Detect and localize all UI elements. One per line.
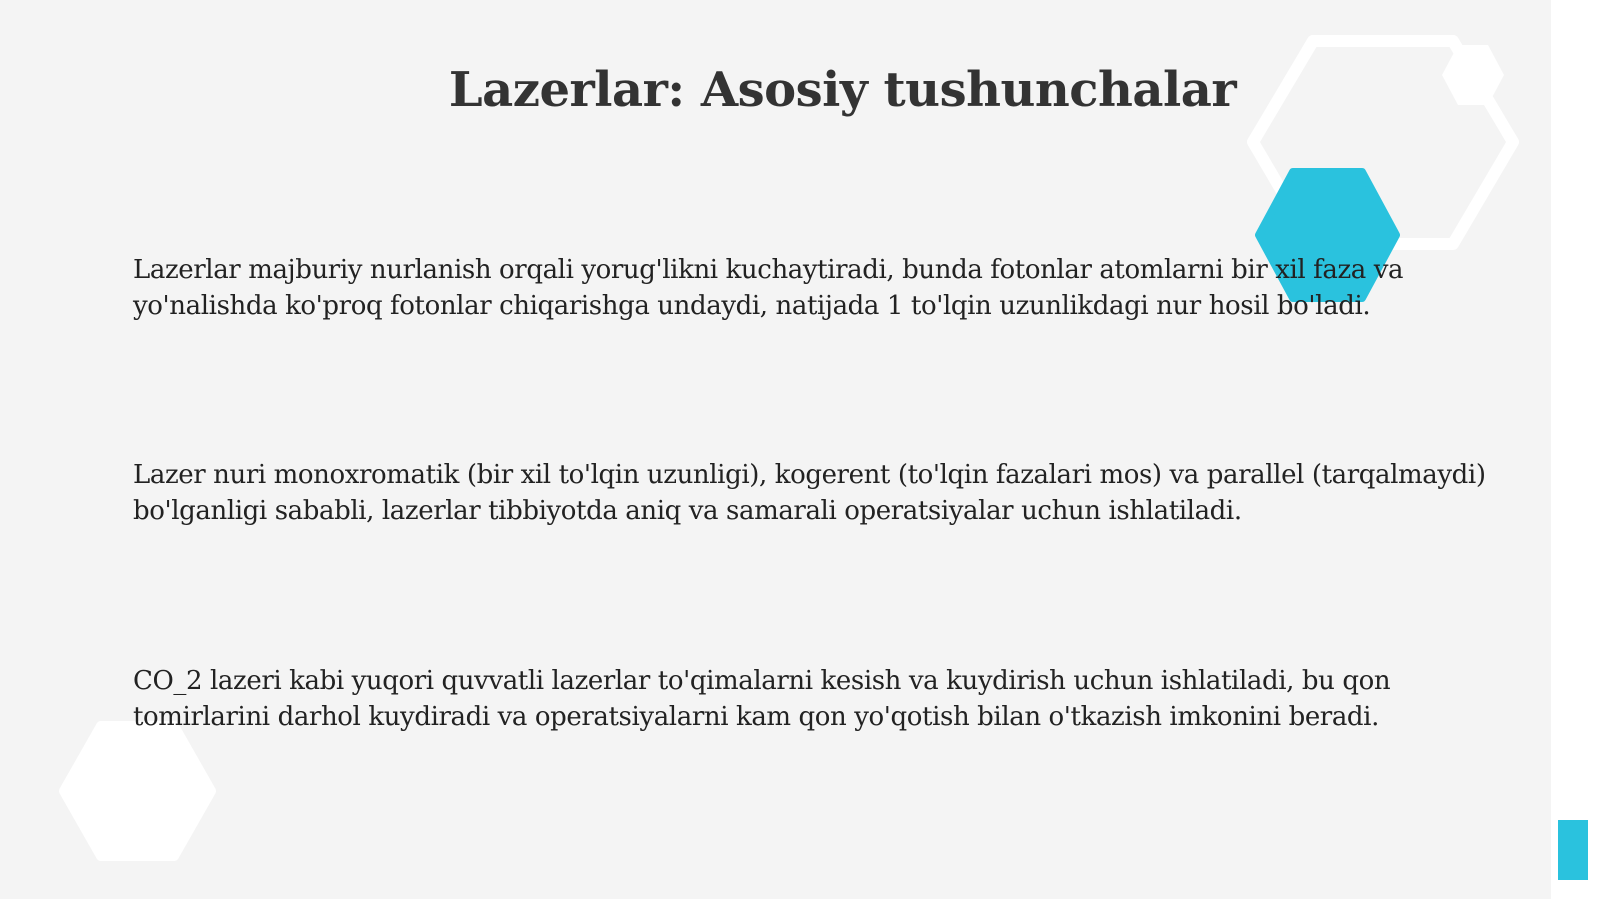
scroll-indicator[interactable] xyxy=(1558,820,1588,880)
hexagon-white-icon xyxy=(1442,45,1504,105)
slide-paragraph-2: Lazer nuri monoxromatik (bir xil to'lqin uzunligi), kogerent (to'lqin fazalari mos) va parallel (tarqalmaydi) bo'lganligi sababli, lazerlar tibbiyotda aniq va samarali operatsiyalar uchun ishlatiladi. xyxy=(133,460,1486,526)
slide-paragraph-3: CO_2 lazeri kabi yuqori quvvatli lazerlar to'qimalarni kesish va kuydirish uchun ishlatiladi, bu qon tomirlarini darhol kuydiradi va operatsiyalarni kam qon yo'qotish bilan o'tkazish imkonini beradi. xyxy=(133,666,1391,732)
slide-paragraph-1: Lazerlar majburiy nurlanish orqali yorug'likni kuchaytiradi, bunda fotonlar atomlarni bir xil faza va yo'nalishda ko'proq fotonlar chiqarishga undaydi, natijada 1 to'lqin uzunlikdagi nur hosil bo'ladi. xyxy=(133,255,1404,321)
hexagon-white-icon xyxy=(64,726,211,856)
slide-title: Lazerlar: Asosiy tushunchalar xyxy=(448,62,1237,118)
viewer-edge-strip xyxy=(1551,0,1600,899)
